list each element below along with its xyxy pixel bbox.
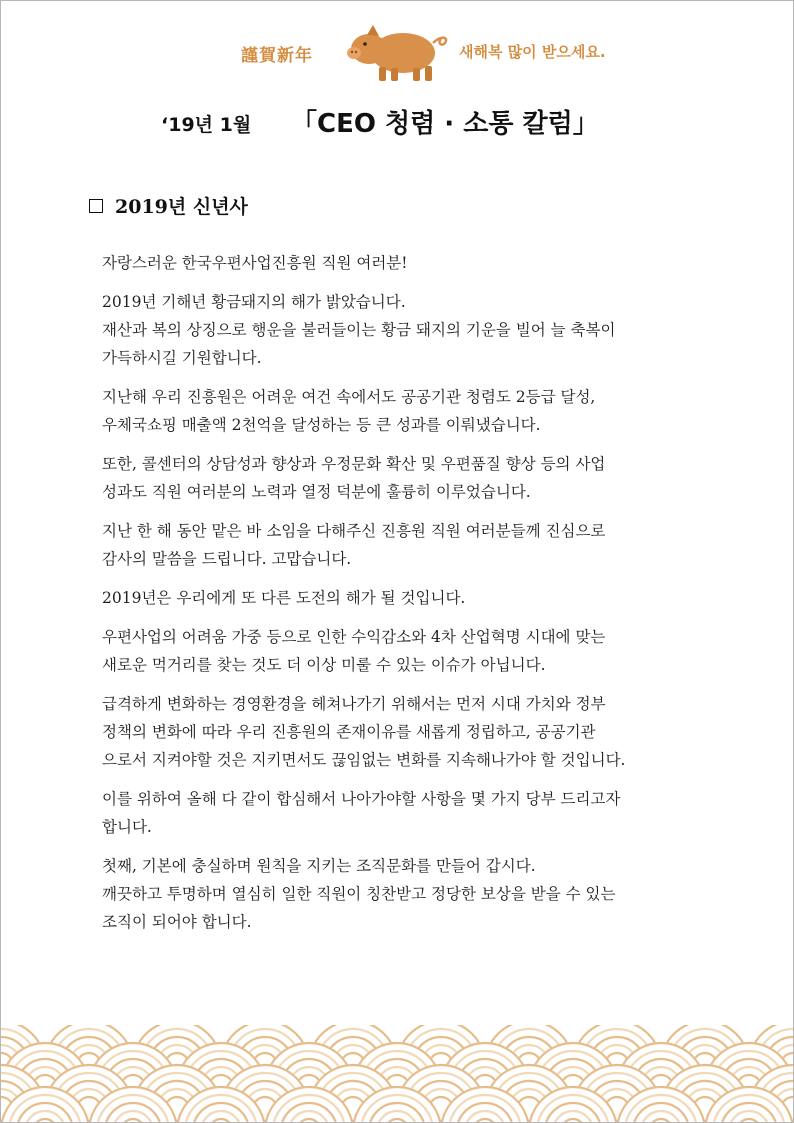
pig-icon (341, 21, 453, 85)
page-title: 「CEO 청렴 · 소통 칼럼」 (291, 109, 599, 139)
new-year-banner (1, 19, 793, 89)
paragraph-line: 재산과 복의 상징으로 행운을 불러들이는 황금 돼지의 기운을 빌어 늘 축복이 (102, 321, 616, 339)
paragraph-line: 감사의 말씀을 드립니다. 고맙습니다. (102, 550, 352, 568)
paragraph-line: 2019년은 우리에게 또 다른 도전의 해가 될 것입니다. (102, 589, 466, 607)
paragraph-line: 지난 한 해 동안 맡은 바 소임을 다해주신 진흥원 직원 여러분들께 진심으로 (102, 522, 606, 540)
wave-pattern-footer (1, 1025, 793, 1123)
paragraph-line: 성과도 직원 여러분의 노력과 열정 덕분에 훌륭히 이루었습니다. (102, 483, 531, 501)
paragraph-line: 지난해 우리 진흥원은 어려운 여건 속에서도 공공기관 청렴도 2등급 달성, (102, 388, 596, 406)
paragraph-line: 자랑스러운 한국우편사업진흥원 직원 여러분! (102, 254, 408, 272)
paragraph (102, 584, 702, 612)
paragraph (102, 852, 702, 936)
banner-greeting-korean: 새해복 많이 받으세요. (459, 43, 606, 61)
paragraph-line: 새로운 먹거리를 찾는 것도 더 이상 미룰 수 있는 이슈가 아닙니다. (102, 656, 546, 674)
column-title (1, 101, 793, 141)
paragraph (102, 690, 702, 774)
section-heading-text: 2019년 신년사 (115, 196, 248, 218)
paragraph-line: 우편사업의 어려움 가중 등으로 인한 수익감소와 4차 산업혁명 시대에 맞는 (102, 628, 606, 646)
paragraph (102, 288, 702, 372)
section-heading (89, 192, 248, 219)
paragraph-line: 이를 위하여 올해 다 같이 합심해서 나아가야할 사항을 몇 가지 당부 드리고자 (102, 790, 621, 808)
title-date: ‘19년 1월 (161, 114, 252, 136)
paragraph (102, 785, 702, 841)
paragraph (102, 623, 702, 679)
paragraph (102, 517, 702, 573)
paragraph-line: 깨끗하고 투명하며 열심히 일한 직원이 칭찬받고 정당한 보상을 받을 수 있는 (102, 885, 616, 903)
paragraph-line: 우체국쇼핑 매출액 2천억을 달성하는 등 큰 성과를 이뤄냈습니다. (102, 416, 541, 434)
letter-body (102, 249, 702, 947)
paragraph (102, 450, 702, 506)
banner-greeting-hanja: 謹賀新年 (241, 46, 313, 66)
checkbox-icon (89, 199, 103, 213)
paragraph-line: 2019년 기해년 황금돼지의 해가 밝았습니다. (102, 293, 406, 311)
paragraph-line: 조직이 되어야 합니다. (102, 913, 252, 931)
paragraph-line: 또한, 콜센터의 상담성과 향상과 우정문화 확산 및 우편품질 향상 등의 사업 (102, 455, 606, 473)
paragraph-line: 급격하게 변화하는 경영환경을 헤쳐나가기 위해서는 먼저 시대 가치와 정부 (102, 695, 606, 713)
paragraph-line: 정책의 변화에 따라 우리 진흥원의 존재이유를 새롭게 정립하고, 공공기관 (102, 723, 596, 741)
paragraph-line: 합니다. (102, 818, 152, 836)
paragraph-line: 가득하시길 기원합니다. (102, 349, 262, 367)
paragraph (102, 249, 702, 277)
paragraph-line: 첫째, 기본에 충실하며 원칙을 지키는 조직문화를 만들어 갑시다. (102, 857, 536, 875)
paragraph-line: 으로서 지켜야할 것은 지키면서도 끊임없는 변화를 지속해나가야 할 것입니다. (102, 751, 626, 769)
paragraph (102, 383, 702, 439)
